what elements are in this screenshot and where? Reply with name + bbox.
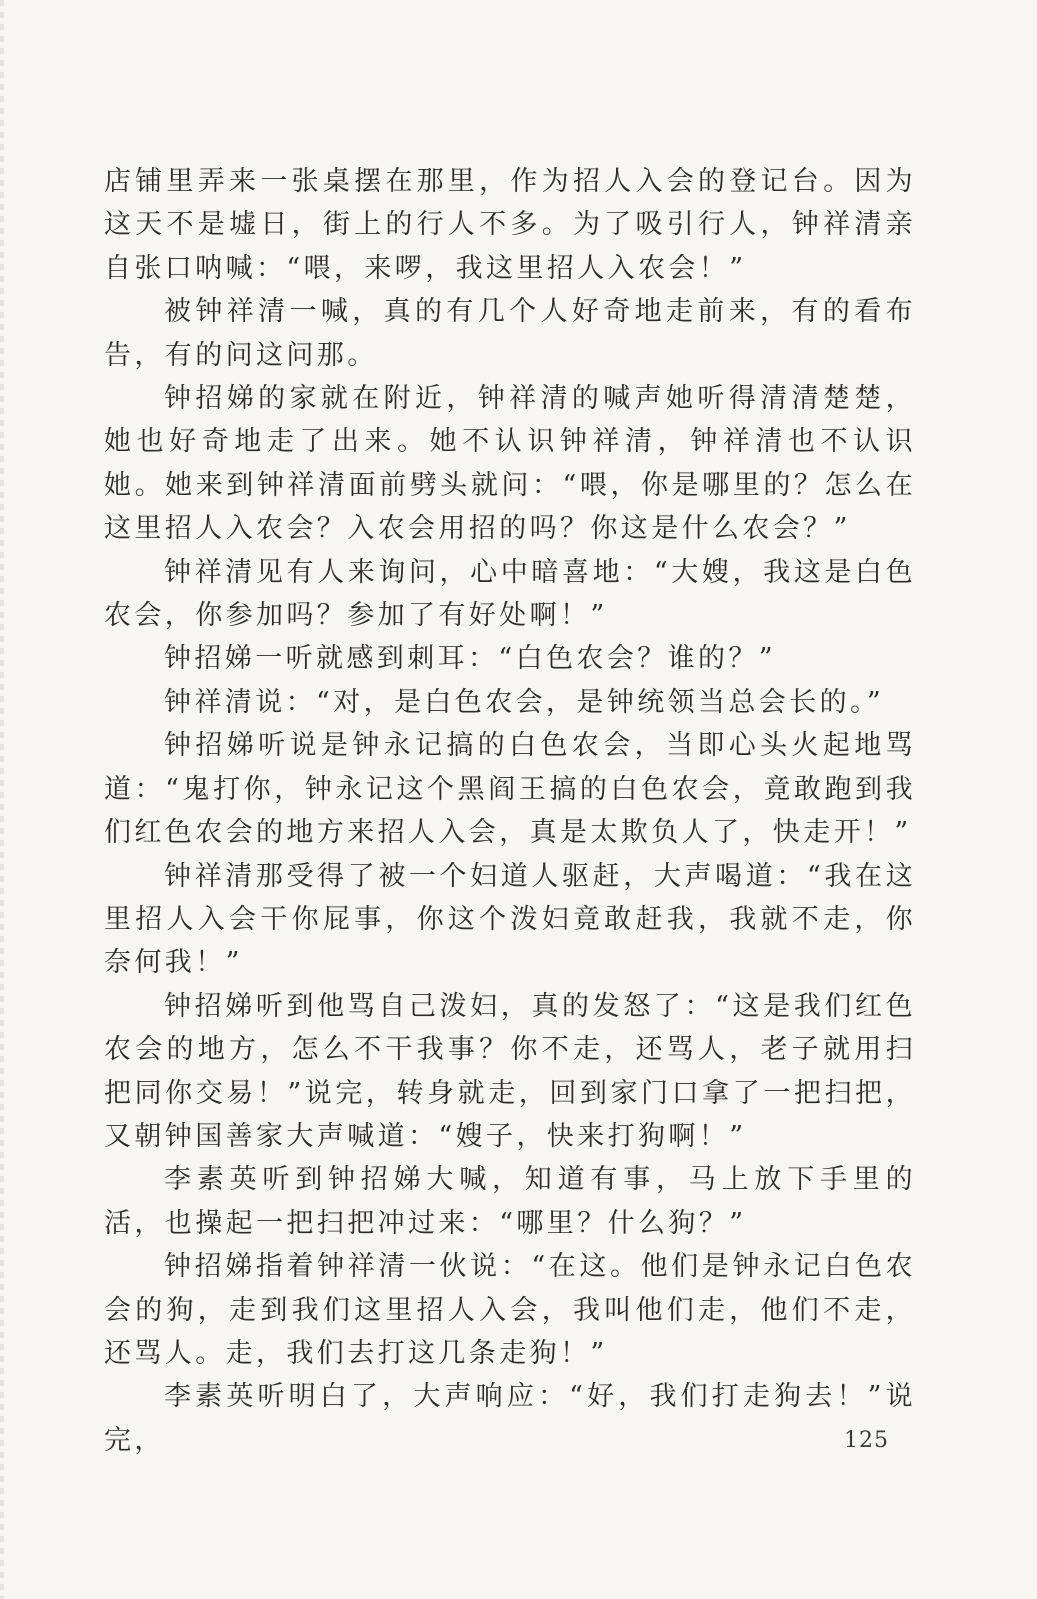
page-edge-shadow: [0, 0, 4, 1599]
page-number: 125: [844, 1428, 889, 1453]
paragraph: 钟招娣指着钟祥清一伙说：“在这。他们是钟永记白色农会的狗，走到我们这里招人入会，我叫他们走，他们不走，还骂人。走，我们去打这几条走狗！”: [104, 1251, 916, 1369]
paragraph: 钟祥清说：“对，是白色农会，是钟统领当总会长的。”: [164, 686, 885, 718]
paragraph: 钟招娣听说是钟永记搞的白色农会，当即心头火起地骂道：“鬼打你，钟永记这个黑阎王搞的白色农会，竟敢跑到我们红色农会的地方来招人入会，真是太欺负人了，快走开！”: [104, 730, 916, 849]
paragraph: 李素英听明白了，大声响应：“好，我们打走狗去！”说完，: [104, 1381, 916, 1456]
paragraph: 被钟祥清一喊，真的有几个人好奇地走前来，有的看布告，有的问这问那。: [104, 296, 916, 371]
paragraph: 钟招娣听到他骂自己泼妇，真的发怒了：“这是我们红色农会的地方，怎么不干我事？你不走，还骂人，老子就用扫把同你交易！”说完，转身就走，回到家门口拿了一把扫把，又朝钟国善家大声喊道：“嫂子，快来打狗啊！”: [104, 990, 916, 1152]
paragraph: 钟祥清那受得了被一个妇道人驱赶，大声喝道：“我在这里招人入会干你屁事，你这个泼妇竟敢赶我，我就不走，你奈何我！”: [104, 860, 916, 979]
paragraph: 钟招娣一听就感到刺耳：“白色农会？谁的？”: [164, 643, 777, 675]
paragraph: 李素英听到钟招娣大喊，知道有事，马上放下手里的活，也操起一把扫把冲过来：“哪里？什么狗？”: [104, 1164, 916, 1239]
body-text: [104, 160, 916, 1462]
paragraph: 店铺里弄来一张桌摆在那里，作为招人入会的登记台。因为这天不是墟日，街上的行人不多。为了吸引行人，钟祥清亲自张口呐喊：“喂，来啰，我这里招人入农会！”: [104, 166, 916, 284]
paragraph: 钟招娣的家就在附近，钟祥清的喊声她听得清清楚楚，她也好奇地走了出来。她不认识钟祥清，钟祥清也不认识她。她来到钟祥清面前劈头就问：“喂，你是哪里的？怎么在这里招人入农会？入农会用招的吗？你这是什么农会？”: [104, 383, 916, 545]
paragraph: 钟祥清见有人来询问，心中暗喜地：“大嫂，我这是白色农会，你参加吗？参加了有好处啊！”: [104, 556, 916, 632]
